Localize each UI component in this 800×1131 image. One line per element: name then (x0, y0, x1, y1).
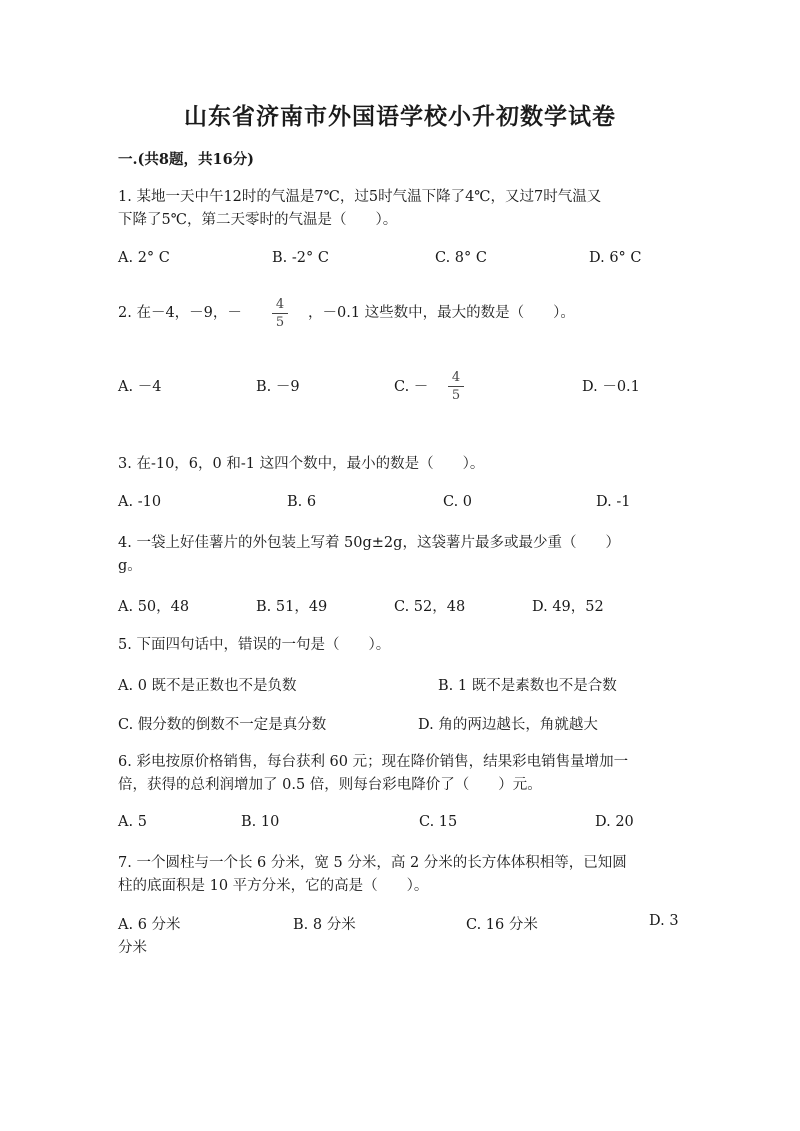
q3-option-c: C. 0 (443, 494, 473, 510)
q2-option-c-fraction (448, 370, 464, 403)
question-7-line-2: 柱的底面积是 10 平方分米，它的高是（ ）。 (118, 878, 429, 894)
q4-option-d: D. 49，52 (532, 599, 604, 615)
question-4-line-1: 4. 一袋上好佳薯片的外包装上写着 50g±2g，这袋薯片最多或最少重（ ） (118, 535, 620, 551)
exam-title: 山东省济南市外国语学校小升初数学试卷 (184, 103, 616, 130)
q7-option-d-continued: 分米 (118, 940, 147, 956)
q3-option-a: A. -10 (118, 494, 162, 510)
q7-option-c: C. 16 分米 (466, 917, 538, 933)
q3-option-b: B. 6 (287, 494, 317, 510)
q2-option-d: D. －0.1 (582, 379, 640, 395)
question-4-line-2: g。 (118, 558, 142, 574)
q6-option-a: A. 5 (118, 814, 147, 830)
q5-option-b: B. 1 既不是素数也不是合数 (438, 678, 617, 694)
question-1-line-2: 下降了5℃，第二天零时的气温是（ ）。 (118, 212, 398, 228)
q2-option-a: A. －4 (118, 379, 162, 395)
fraction-numerator: 4 (275, 297, 285, 312)
q5-option-a: A. 0 既不是正数也不是负数 (118, 678, 297, 694)
question-6-line-1: 6. 彩电按原价格销售，每台获利 60 元；现在降价销售，结果彩电销售量增加一 (118, 754, 629, 770)
section-heading: 一.(共8题，共16分) (118, 151, 255, 168)
q1-option-d: D. 6° C (589, 250, 642, 266)
q1-option-c: C. 8° C (435, 250, 487, 266)
question-5-line-1: 5. 下面四句话中，错误的一句是（ ）。 (118, 637, 391, 653)
q4-option-a: A. 50，48 (118, 599, 190, 615)
fraction-bar (448, 386, 464, 387)
question-7-line-1: 7. 一个圆柱与一个长 6 分米，宽 5 分米，高 2 分米的长方体体积相等，已知圆 (118, 855, 627, 871)
q3-option-d: D. -1 (596, 494, 631, 510)
q1-option-a: A. 2° C (118, 250, 170, 266)
q1-option-b: B. -2° C (272, 250, 329, 266)
question-2-stem-start: 2. 在－4，－9，－ (118, 305, 242, 321)
q2-option-b: B. －9 (256, 379, 300, 395)
q4-option-b: B. 51，49 (256, 599, 328, 615)
q6-option-c: C. 15 (419, 814, 458, 830)
fraction-denominator: 5 (451, 388, 461, 403)
q7-option-d: D. 3 (649, 913, 679, 929)
q4-option-c: C. 52，48 (394, 599, 466, 615)
fraction-bar (272, 313, 288, 314)
question-3-line-1: 3. 在-10，6，0 和-1 这四个数中，最小的数是（ ）。 (118, 456, 485, 472)
q2-fraction (272, 297, 288, 330)
question-2-stem-end: ，－0.1 这些数中，最大的数是（ ）。 (308, 305, 575, 321)
q6-option-b: B. 10 (241, 814, 280, 830)
q2-option-c: C. － (394, 379, 429, 395)
question-1-line-1: 1. 某地一天中午12时的气温是7℃，过5时气温下降了4℃，又过7时气温又 (118, 189, 602, 205)
q5-option-d: D. 角的两边越长，角就越大 (418, 717, 598, 733)
q7-option-b: B. 8 分米 (293, 917, 356, 933)
fraction-numerator: 4 (451, 370, 461, 385)
fraction-denominator: 5 (275, 315, 285, 330)
q7-option-a: A. 6 分米 (118, 917, 181, 933)
q6-option-d: D. 20 (595, 814, 634, 830)
question-6-line-2: 倍，获得的总利润增加了 0.5 倍，则每台彩电降价了（ ）元。 (118, 777, 542, 793)
q5-option-c: C. 假分数的倒数不一定是真分数 (118, 717, 327, 733)
